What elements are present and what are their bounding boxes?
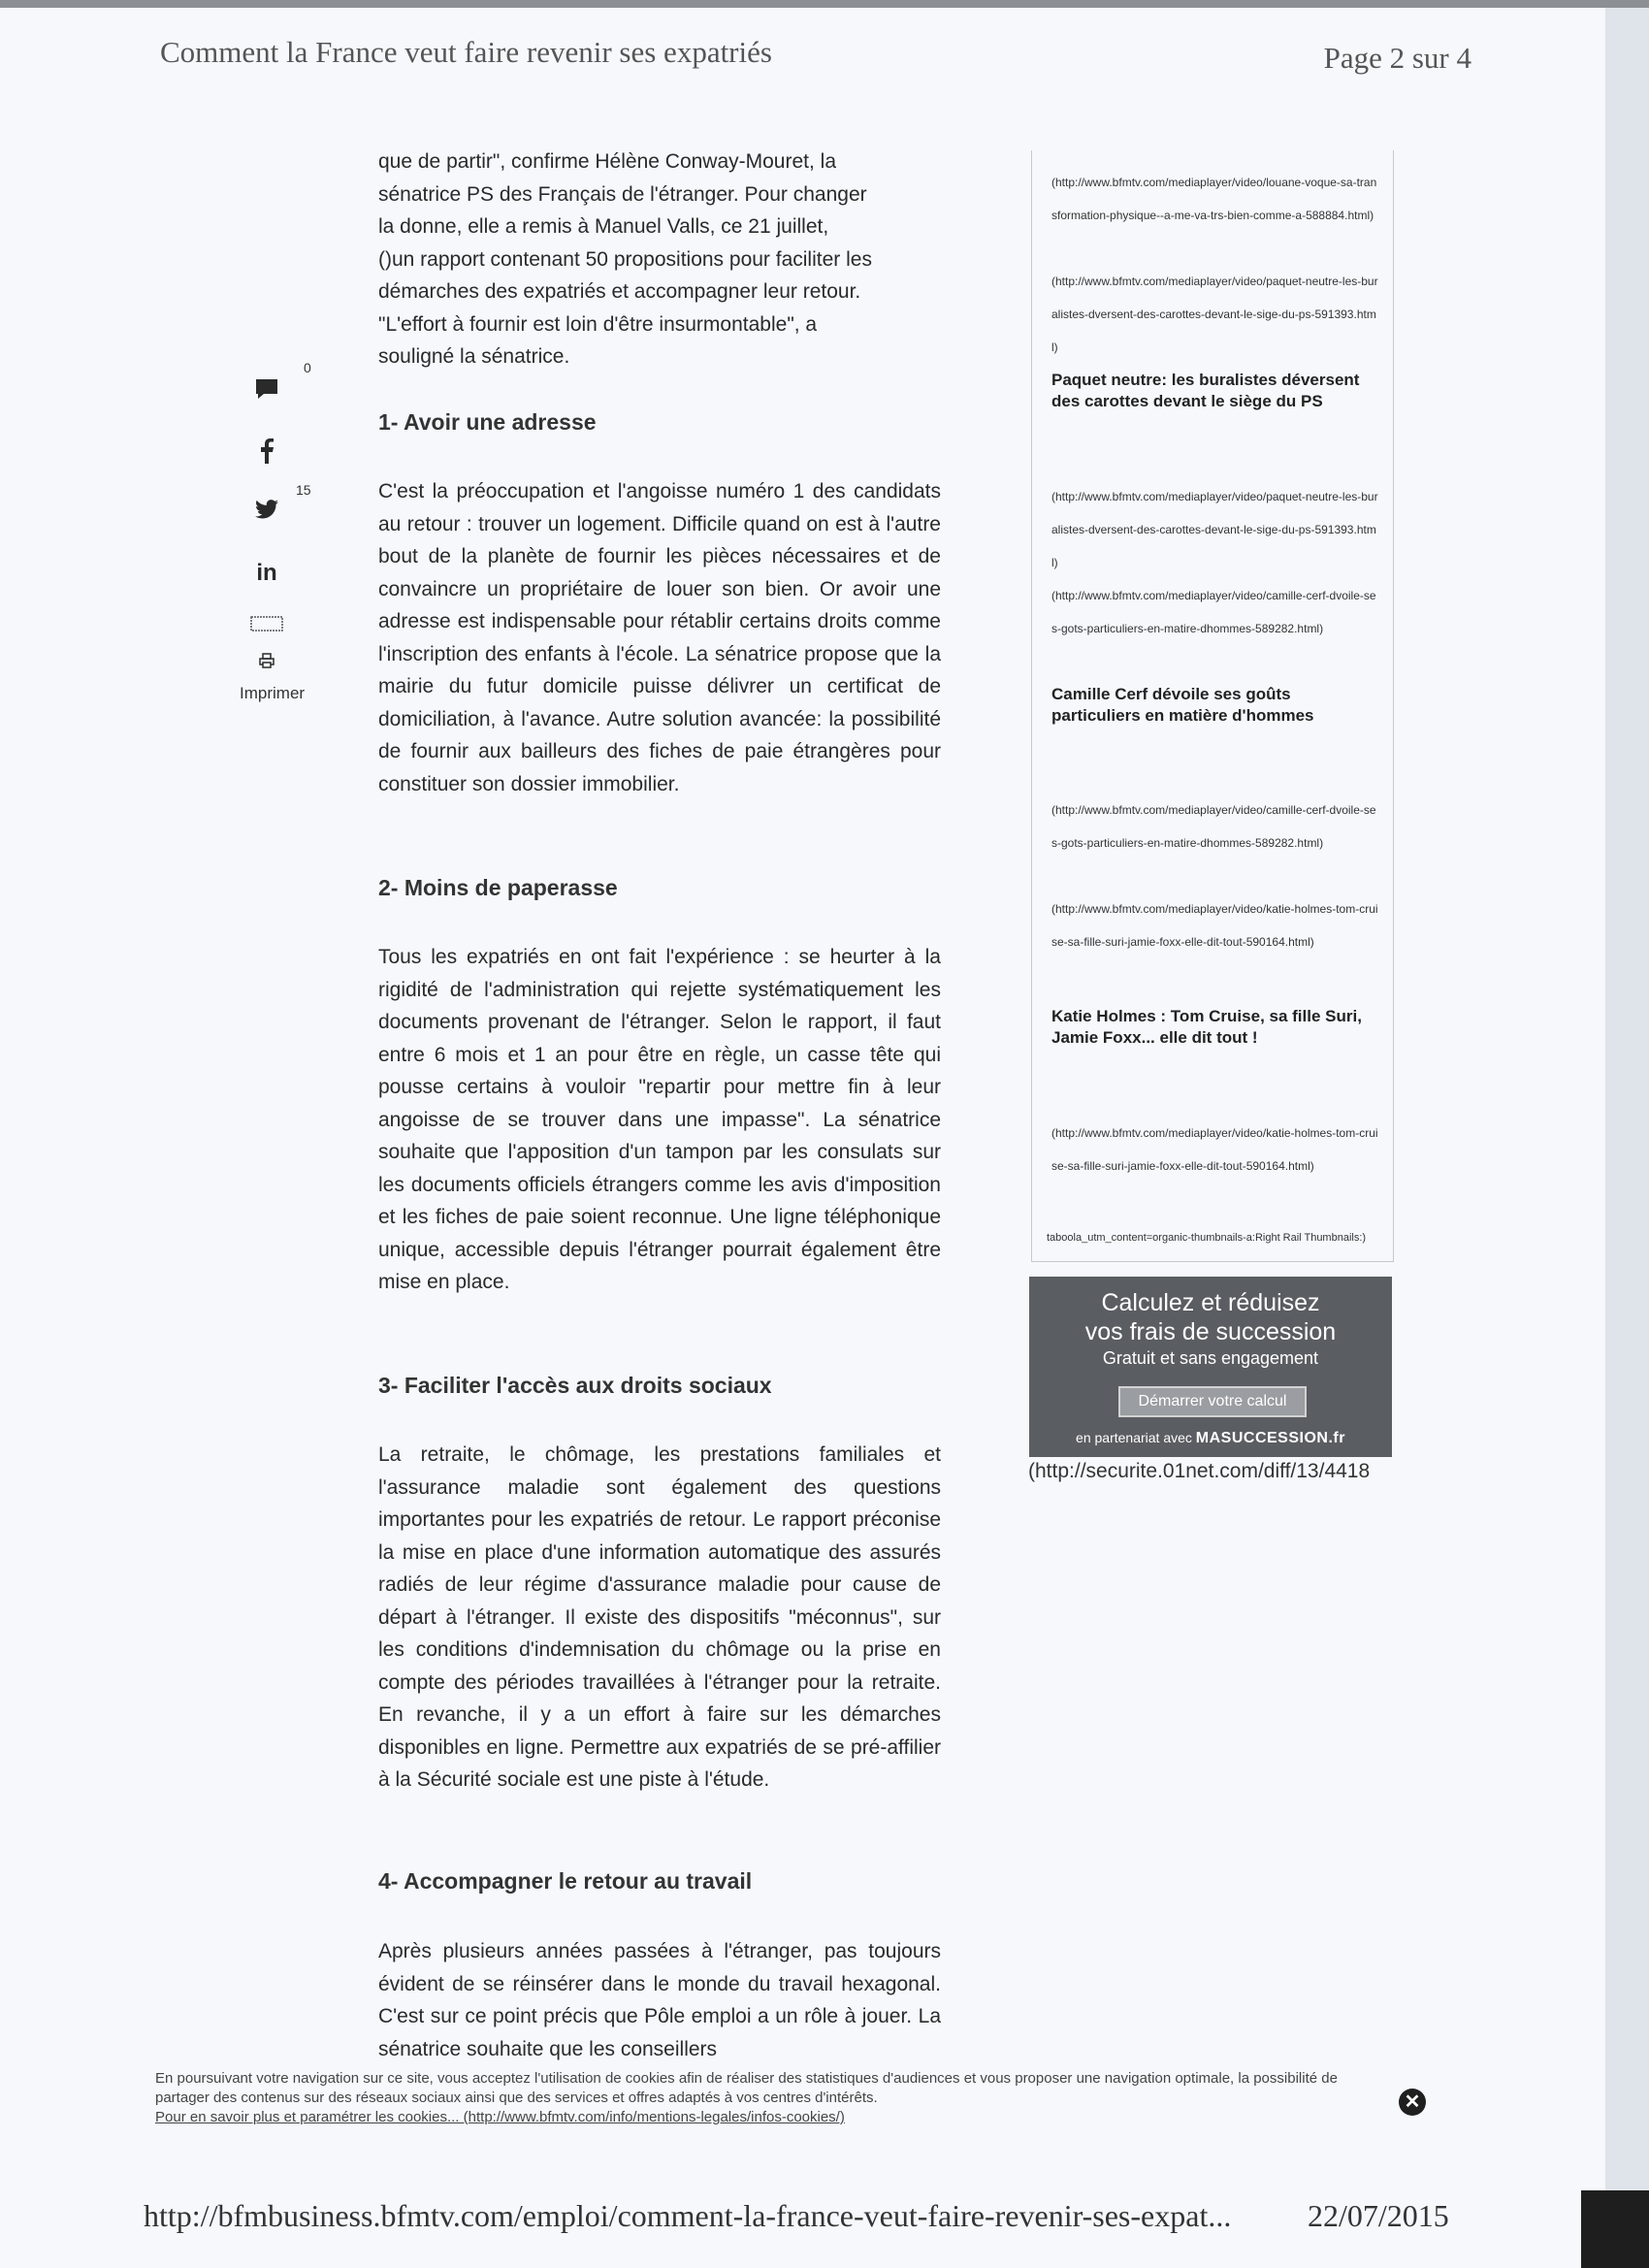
facebook-icon[interactable]	[238, 438, 296, 469]
cookie-settings-link[interactable]: Pour en savoir plus et paramétrer les cookies... (http://www.bfmtv.com/info/mentions-legales/infos-cookies/)	[155, 2109, 845, 2125]
related-video-link[interactable]: (http://www.bfmtv.com/mediaplayer/video/katie-holmes-tom-cruise-sa-fille-suri-jamie-foxx-elle-dit-tout-590164.html)	[1051, 1126, 1378, 1173]
email-icon[interactable]	[238, 616, 296, 636]
intro-line: sénatrice PS des Français de l'étranger. Pour changer	[378, 182, 867, 206]
twitter-icon[interactable]	[238, 500, 296, 524]
section-paragraph: C'est la préoccupation et l'angoisse numéro 1 des candidats au retour : trouver un logement. Difficile quand on est à l'autre bout de la planète de fournir les pièces nécessaires et de convaincre un propriétaire de louer son bien. Or avoir une adresse est indispensable pour rétablir certains droits comme l'inscription des enfants à l'école. La sénatrice propose que la mairie du futur domicile puisse délivrer un certificat de domiciliation, à l'avance. Autre solution avancée: la possibilité de fournir aux bailleurs des fiches de paie étrangères pour constituer son dossier immobilier.	[378, 480, 941, 795]
cookie-text: partager des contenus sur des réseaux sociaux ainsi que des services et offres adaptés à vos centres d'intérêts.	[155, 2090, 878, 2106]
intro-line: "L'effort à fournir est loin d'être insurmontable", a	[378, 312, 818, 336]
close-icon[interactable]: ✕	[1399, 2089, 1426, 2116]
print-footer-date: 22/07/2015	[1308, 2198, 1449, 2233]
intro-line: souligné la sénatrice.	[378, 345, 570, 368]
ad-partner-brand: MASUCCESSION.fr	[1195, 1430, 1345, 1446]
section-heading: 1- Avoir une adresse	[378, 409, 597, 435]
twitter-count: 15	[296, 482, 311, 498]
cookie-text: En poursuivant votre navigation sur ce site, vous acceptez l'utilisation de cookies afin de réaliser des statistiques d'audiences et vous proposer une navigation optimale, la possibilité de	[155, 2070, 1338, 2087]
taboola-note: taboola_utm_content=organic-thumbnails-a:Right Rail Thumbnails:)	[1047, 1232, 1367, 1244]
related-videos-rail	[1031, 150, 1394, 1262]
related-video-link[interactable]: (http://www.bfmtv.com/mediaplayer/video/paquet-neutre-les-buralistes-dversent-des-carottes-devant-le-sige-du-ps-591393.html)	[1051, 490, 1378, 569]
ad-headline-line: Calculez et réduisez	[1101, 1289, 1320, 1316]
cookie-banner	[155, 2069, 1465, 2127]
scan-edge-right	[1605, 0, 1649, 2268]
ad-url[interactable]: (http://securite.01net.com/diff/13/4418	[1028, 1460, 1371, 1482]
scan-corner	[1581, 2190, 1649, 2268]
section-paragraph: Tous les expatriés en ont fait l'expérience : se heurter à la rigidité de l'administration qui rejette systématiquement les documents provenant de l'étranger. Selon le rapport, il faut entre 6 mois et 1 an pour être en règle, un casse tête qui pousse certains à vouloir "repartir pour mettre fin à leur angoisse de se trouver dans une impasse". La sénatrice souhaite que l'apposition d'un tampon par les consulats sur les documents officiels étrangers comme les avis d'imposition et les fiches de paie soient reconnue. Une ligne téléphonique unique, accessible depuis l'étranger pourrait également être mise en place.	[378, 946, 941, 1293]
scan-edge-top	[0, 0, 1649, 8]
related-video-title[interactable]: Camille Cerf dévoile ses goûts particuliers en matière d'hommes	[1051, 685, 1314, 725]
section-heading: 2- Moins de paperasse	[378, 875, 618, 900]
related-video-link[interactable]: (http://www.bfmtv.com/mediaplayer/video/louane-voque-sa-transformation-physique--a-me-va-trs-bien-comme-a-588884.html)	[1051, 176, 1377, 222]
ad-start-button[interactable]: Démarrer votre calcul	[1118, 1386, 1307, 1417]
print-label[interactable]: Imprimer	[240, 684, 306, 702]
intro-line: ()un rapport contenant 50 propositions pour faciliter les	[378, 247, 872, 271]
related-video-link[interactable]: (http://www.bfmtv.com/mediaplayer/video/camille-cerf-dvoile-ses-gots-particuliers-en-matire-dhommes-589282.html)	[1051, 589, 1376, 635]
ad-headline	[1029, 1288, 1392, 1346]
ad-partner	[1029, 1430, 1392, 1447]
ad-partner-prefix: en partenariat avec	[1076, 1430, 1192, 1445]
related-video-link[interactable]: (http://www.bfmtv.com/mediaplayer/video/camille-cerf-dvoile-ses-gots-particuliers-en-matire-dhommes-589282.html)	[1051, 803, 1376, 850]
section-heading: 4- Accompagner le retour au travail	[378, 1868, 753, 1894]
linkedin-icon[interactable]: in	[256, 560, 277, 586]
related-video-title[interactable]: Katie Holmes : Tom Cruise, sa fille Suri, Jamie Foxx... elle dit tout !	[1051, 1007, 1362, 1047]
intro-line: que de partir", confirme Hélène Conway-Mouret, la	[378, 150, 837, 173]
ad-headline-line: vos frais de succession	[1084, 1318, 1337, 1345]
succession-ad-banner[interactable]	[1029, 1277, 1392, 1457]
intro-line: la donne, elle a remis à Manuel Valls, ce 21 juillet,	[378, 215, 829, 238]
related-video-title[interactable]: Paquet neutre: les buralistes déversent des carottes devant le siège du PS	[1051, 371, 1360, 410]
print-footer-url: http://bfmbusiness.bfmtv.com/emploi/comment-la-france-veut-faire-revenir-ses-expat...	[144, 2198, 1232, 2233]
comment-icon[interactable]	[238, 377, 296, 405]
print-header-title: Comment la France veut faire revenir ses expatriés	[160, 35, 772, 69]
printer-icon[interactable]	[238, 653, 296, 673]
related-video-link[interactable]: (http://www.bfmtv.com/mediaplayer/video/paquet-neutre-les-buralistes-dversent-des-carottes-devant-le-sige-du-ps-591393.html)	[1051, 275, 1378, 354]
print-page-number: Page 2 sur 4	[1323, 41, 1471, 75]
intro-line: démarches des expatriés et accompagner leur retour.	[378, 280, 861, 303]
section-paragraph: Après plusieurs années passées à l'étranger, pas toujours évident de se réinsérer dans le monde du travail hexagonal. C'est sur ce point précis que Pôle emploi a un rôle à jouer. La sénatrice souhaite que les conseillers	[378, 1940, 941, 2060]
section-heading: 3- Faciliter l'accès aux droits sociaux	[378, 1373, 772, 1398]
comment-count: 0	[304, 360, 311, 375]
article-intro	[378, 146, 941, 373]
related-video-link[interactable]: (http://www.bfmtv.com/mediaplayer/video/katie-holmes-tom-cruise-sa-fille-suri-jamie-foxx-elle-dit-tout-590164.html)	[1051, 902, 1378, 949]
ad-subtitle: Gratuit et sans engagement	[1102, 1348, 1319, 1368]
section-paragraph: La retraite, le chômage, les prestations familiales et l'assurance maladie sont également des questions importantes pour les expatriés de retour. Le rapport préconise la mise en place d'une information automatique des assurés radiés de leur régime d'assurance maladie pour cause de départ à l'étranger. Il existe des dispositifs "méconnus", sur les conditions d'indemnisation du chômage ou la prise en compte des périodes travaillées à l'étranger pour la retraite. En revanche, il y a un effort à faire sur les démarches disponibles en ligne. Permettre aux expatriés de se pré-affilier à la Sécurité sociale est une piste à l'étude.	[378, 1443, 941, 1791]
